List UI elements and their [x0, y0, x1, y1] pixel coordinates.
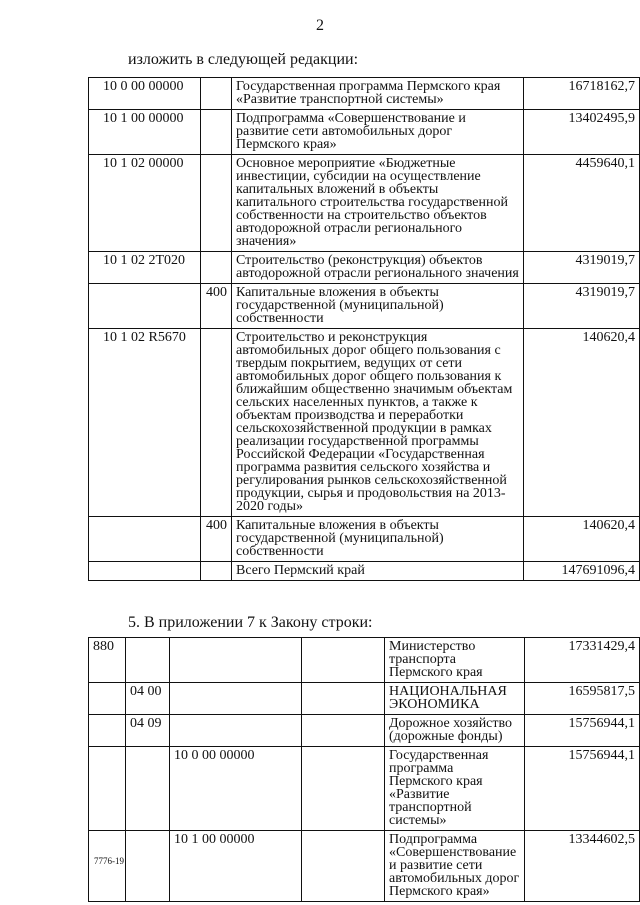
expense-type-cell — [201, 155, 232, 252]
expense-type-cell — [201, 252, 232, 284]
section-heading: 5. В приложении 7 к Закону строки: — [128, 614, 373, 631]
table-row — [89, 562, 640, 581]
table-row — [89, 78, 640, 110]
name-cell: Государственная программа Пермского края «Развитие транспортной системы» — [385, 747, 525, 831]
amount-cell: 140620,4 — [524, 329, 640, 517]
intro-text: изложить в следующей редакции: — [128, 51, 359, 68]
name-cell: НАЦИОНАЛЬНАЯ ЭКОНОМИКА — [385, 683, 525, 715]
expense-type-cell — [302, 747, 385, 831]
table-row — [89, 284, 640, 329]
expense-type-cell — [302, 831, 385, 902]
ministry-cell — [89, 747, 126, 831]
budget-table-1-body — [89, 78, 640, 581]
code-cell: 10 0 00 00000 — [89, 78, 201, 110]
expense-type-cell — [302, 638, 385, 683]
expense-type-cell: 400 — [201, 284, 232, 329]
amount-cell: 17331429,4 — [525, 638, 640, 683]
amount-cell: 4319019,7 — [524, 252, 640, 284]
table-row — [89, 831, 640, 902]
code-cell — [89, 284, 201, 329]
table-row — [89, 747, 640, 831]
expense-type-cell — [201, 110, 232, 155]
name-cell: Капитальные вложения в объекты государственной (муниципальной) собственности — [232, 517, 524, 562]
amount-cell: 15756944,1 — [525, 715, 640, 747]
code-cell: 10 1 02 2Т020 — [89, 252, 201, 284]
target-cell: 10 0 00 00000 — [170, 747, 302, 831]
page-number: 2 — [316, 17, 324, 34]
ministry-cell — [89, 831, 126, 902]
amount-cell: 13344602,5 — [525, 831, 640, 902]
table-row — [89, 638, 640, 683]
name-cell: Основное мероприятие «Бюджетные инвестиции, субсидии на осуществление капитальных вложений в объекты капитального строительства государственной собственности на строительство объектов автодорожной отрасли регионального значения» — [232, 155, 524, 252]
name-cell: Капитальные вложения в объекты государственной (муниципальной) собственности — [232, 284, 524, 329]
code-cell — [89, 562, 201, 581]
section-cell: 04 00 — [126, 683, 170, 715]
amount-cell: 4319019,7 — [524, 284, 640, 329]
table-row — [89, 155, 640, 252]
target-cell — [170, 715, 302, 747]
name-cell: Дорожное хозяйство (дорожные фонды) — [385, 715, 525, 747]
table-row — [89, 683, 640, 715]
expense-type-cell — [302, 715, 385, 747]
section-cell — [126, 831, 170, 902]
expense-type-cell — [201, 329, 232, 517]
table-row — [89, 517, 640, 562]
section-cell — [126, 747, 170, 831]
amount-cell: 147691096,4 — [524, 562, 640, 581]
code-cell: 10 1 02 R5670 — [89, 329, 201, 517]
ministry-cell: 880 — [89, 638, 126, 683]
name-cell: Всего Пермский край — [232, 562, 524, 581]
amount-cell: 16595817,5 — [525, 683, 640, 715]
target-cell: 10 1 00 00000 — [170, 831, 302, 902]
amount-cell: 4459640,1 — [524, 155, 640, 252]
target-cell — [170, 683, 302, 715]
code-cell: 10 1 00 00000 — [89, 110, 201, 155]
name-cell: Подпрограмма «Совершенствование и развитие сети автомобильных дорог Пермского края» — [385, 831, 525, 902]
ministry-cell — [89, 683, 126, 715]
ministry-cell — [89, 715, 126, 747]
budget-table-1 — [88, 77, 640, 581]
amount-cell: 15756944,1 — [525, 747, 640, 831]
budget-table-2 — [88, 637, 640, 902]
amount-cell: 16718162,7 — [524, 78, 640, 110]
amount-cell: 140620,4 — [524, 517, 640, 562]
amount-cell: 13402495,9 — [524, 110, 640, 155]
table-row — [89, 110, 640, 155]
table-row — [89, 329, 640, 517]
name-cell: Строительство и реконструкция автомобильных дорог общего пользования с твердым покрытием, ведущих от сети автомобильных дорог общего пользования к ближайшим общественно значимым объектам сельских населенных пунктов, а также к объектам производства и переработки сельскохозяйственной продукции в рамках реализации государственной программы Российской Федерации «Государственная программа развития сельского хозяйства и регулирования рынков сельскохозяйственной продукции, сырья и продовольствия на 2013-2020 годы» — [232, 329, 524, 517]
expense-type-cell — [302, 683, 385, 715]
expense-type-cell — [201, 562, 232, 581]
name-cell: Подпрограмма «Совершенствование и развитие сети автомобильных дорог Пермского края» — [232, 110, 524, 155]
name-cell: Строительство (реконструкция) объектов автодорожной отрасли регионального значения — [232, 252, 524, 284]
code-cell: 10 1 02 00000 — [89, 155, 201, 252]
expense-type-cell — [201, 78, 232, 110]
expense-type-cell: 400 — [201, 517, 232, 562]
section-cell — [126, 638, 170, 683]
document-code: 7776-19 — [94, 856, 124, 866]
code-cell — [89, 517, 201, 562]
name-cell: Министерство транспорта Пермского края — [385, 638, 525, 683]
table-row — [89, 252, 640, 284]
name-cell: Государственная программа Пермского края «Развитие транспортной системы» — [232, 78, 524, 110]
budget-table-2-body — [89, 638, 640, 902]
table-row — [89, 715, 640, 747]
target-cell — [170, 638, 302, 683]
section-cell: 04 09 — [126, 715, 170, 747]
